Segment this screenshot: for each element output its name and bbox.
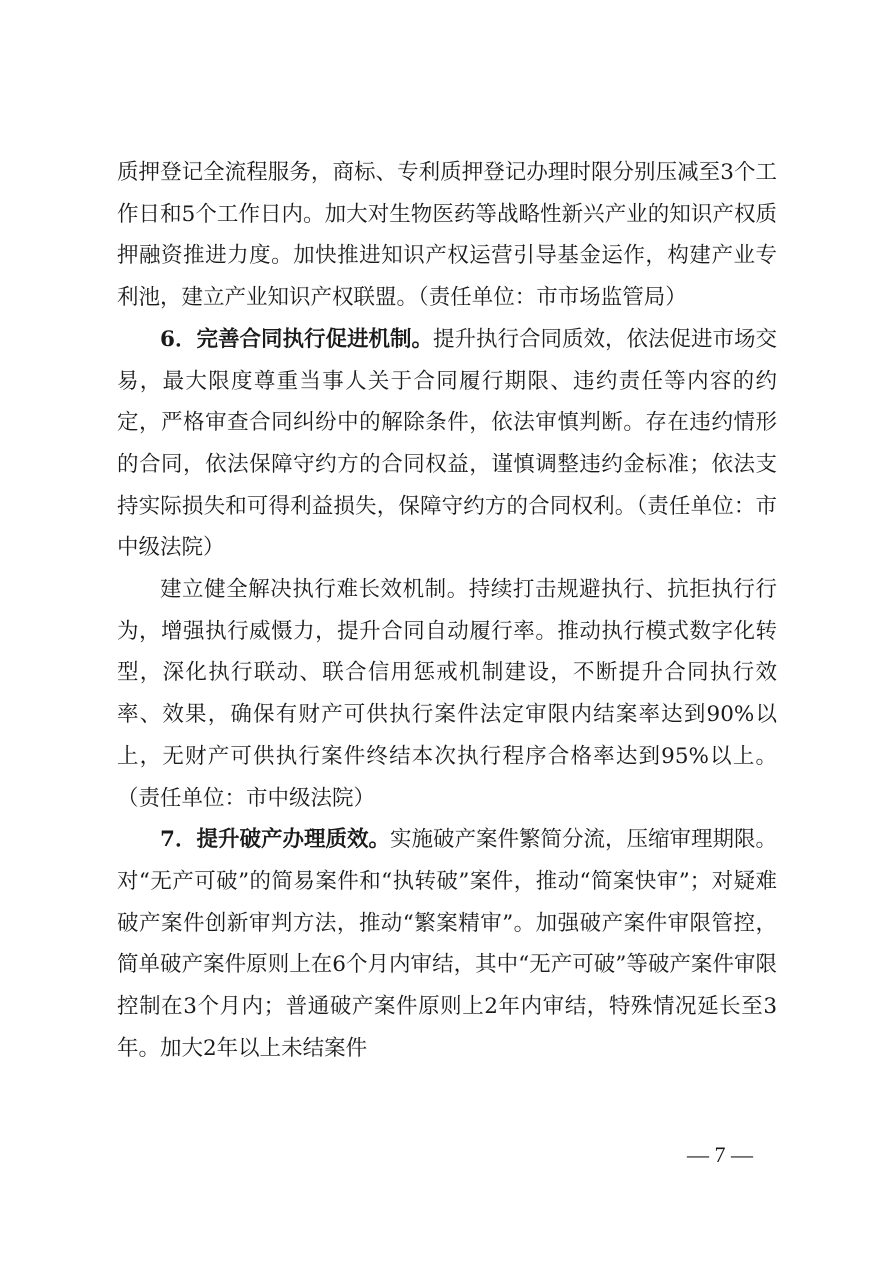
paragraph-text: 实施破产案件繁简分流，压缩审理期限。对“无产可破”的简易案件和“执转破”案件，推动“简案快审”；对疑难破产案件创新审判方法，推动“繁案精审”。加强破产案件审限管控，简单破产案件原则上在6个月内审结，其中“无产可破”等破产案件审限控制在3个月内；普通破产案件原则上2年内审结，特殊情况延长至3年。加大2年以上未结案件 [117, 827, 777, 1061]
paragraph-continued [117, 152, 777, 319]
paragraph-text: 提升执行合同质效，依法促进市场交易，最大限度尊重当事人关于合同履行期限、违约责任等内容的约定，严格审查合同纠纷中的解除条件，依法审慎判断。存在违约情形的合同，依法保障守约方的合同权益，谨慎调整违约金标准；依法支持实际损失和可得利益损失，保障守约方的合同权利。（责任单位：市中级法院） [117, 326, 777, 561]
body-text [117, 152, 777, 1069]
paragraph-contract-enforcement [117, 319, 777, 569]
paragraph-text: 建立健全解决执行难长效机制。持续打击规避执行、抗拒执行行为，增强执行威慑力，提升合同自动履行率。推动执行模式数字化转型，深化执行联动、联合信用惩戒机制建设，不断提升合同执行效率、效果，确保有财产可供执行案件法定审限内结案率达到90%以上，无财产可供执行案件终结本次执行程序合格率达到95%以上。（责任单位：市中级法院） [117, 577, 777, 811]
section-heading-7: 7．提升破产办理质效。 [160, 827, 390, 853]
paragraph-enforcement-mechanism [117, 569, 777, 819]
paragraph-bankruptcy [117, 819, 777, 1069]
paragraph-text: 质押登记全流程服务，商标、专利质押登记办理时限分别压减至3个工作日和5个工作日内。加大对生物医药等战略性新兴产业的知识产权质押融资推进力度。加快推进知识产权运营引导基金运作，构建产业专利池，建立产业知识产权联盟。（责任单位：市市场监管局） [117, 160, 777, 311]
page-number: — 7 — [687, 1142, 753, 1167]
section-heading-6: 6．完善合同执行促进机制。 [160, 326, 433, 352]
